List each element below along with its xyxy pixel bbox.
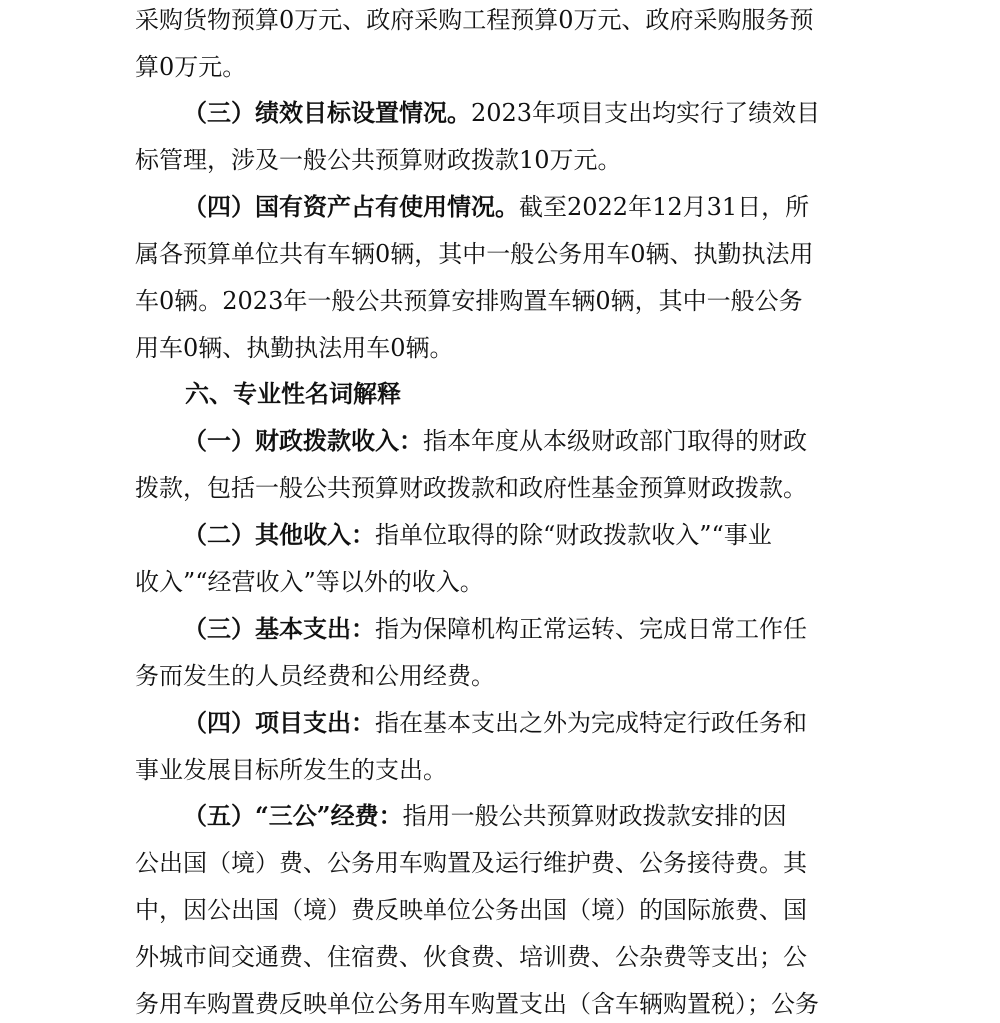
body-text: 采购货物预算0万元、政府采购工程预算0万元、政府采购服务预 — [135, 6, 814, 34]
paragraph-line — [135, 333, 454, 363]
paragraph-line — [135, 286, 803, 316]
body-text: 截至2022年12月31日，所 — [519, 193, 810, 221]
term-label: （五）“三公”经费： — [183, 801, 403, 830]
term-label: （三）基本支出： — [183, 614, 375, 643]
paragraph-line — [183, 192, 809, 222]
paragraph-line — [135, 567, 484, 597]
paragraph-line — [183, 801, 787, 831]
body-text: 指在基本支出之外为完成特定行政任务和 — [375, 709, 807, 737]
body-text: 属各预算单位共有车辆0辆，其中一般公务用车0辆、执勤执法用 — [135, 240, 814, 268]
body-text: 车0辆。2023年一般公共预算安排购置车辆0辆，其中一般公务 — [135, 287, 803, 315]
section-heading: （三）绩效目标设置情况。 — [183, 98, 471, 127]
body-text: 务用车购置费反映单位公务用车购置支出（含车辆购置税）；公务 — [135, 990, 819, 1018]
paragraph-line — [183, 98, 820, 128]
body-text: 指单位取得的除“财政拨款收入”“事业 — [375, 521, 772, 549]
body-text: 事业发展目标所发生的支出。 — [135, 756, 447, 784]
body-text: 算0万元。 — [135, 53, 247, 81]
body-text: 标管理，涉及一般公共预算财政拨款10万元。 — [135, 146, 622, 174]
body-text: 2023年项目支出均实行了绩效目 — [471, 99, 821, 127]
body-text: 指用一般公共预算财政拨款安排的因 — [402, 802, 787, 830]
paragraph-line — [135, 473, 807, 503]
term-label: （二）其他收入： — [183, 520, 375, 549]
paragraph-line — [135, 52, 246, 82]
body-text: 外城市间交通费、住宿费、伙食费、培训费、公杂费等支出；公 — [135, 943, 807, 971]
paragraph-line — [135, 145, 622, 175]
body-text: 中，因公出国（境）费反映单位公务出国（境）的国际旅费、国 — [135, 896, 807, 924]
paragraph-line — [183, 708, 807, 738]
body-text: 指本年度从本级财政部门取得的财政 — [423, 427, 807, 455]
body-text: 收入”“经营收入”等以外的收入。 — [135, 568, 484, 596]
paragraph-line — [183, 614, 807, 644]
section-heading: （四）国有资产占有使用情况。 — [183, 192, 519, 221]
paragraph-line — [135, 5, 814, 35]
body-text: 拨款，包括一般公共预算财政拨款和政府性基金预算财政拨款。 — [135, 474, 807, 502]
chapter-heading-text: 六、专业性名词解释 — [185, 379, 401, 408]
body-text: 用车0辆、执勤执法用车0辆。 — [135, 334, 454, 362]
paragraph-line — [135, 239, 814, 269]
body-text: 公出国（境）费、公务用车购置及运行维护费、公务接待费。其 — [135, 849, 807, 877]
body-text: 指为保障机构正常运转、完成日常工作任 — [375, 615, 807, 643]
paragraph-line — [183, 520, 772, 550]
term-label: （四）项目支出： — [183, 708, 375, 737]
term-label: （一）财政拨款收入： — [183, 426, 423, 455]
paragraph-line — [135, 661, 495, 691]
paragraph-line — [135, 989, 819, 1019]
chapter-heading — [185, 379, 401, 409]
paragraph-line — [135, 848, 807, 878]
paragraph-line — [183, 426, 807, 456]
paragraph-line — [135, 895, 807, 925]
body-text: 务而发生的人员经费和公用经费。 — [135, 662, 495, 690]
paragraph-line — [135, 942, 807, 972]
paragraph-line — [135, 755, 447, 785]
